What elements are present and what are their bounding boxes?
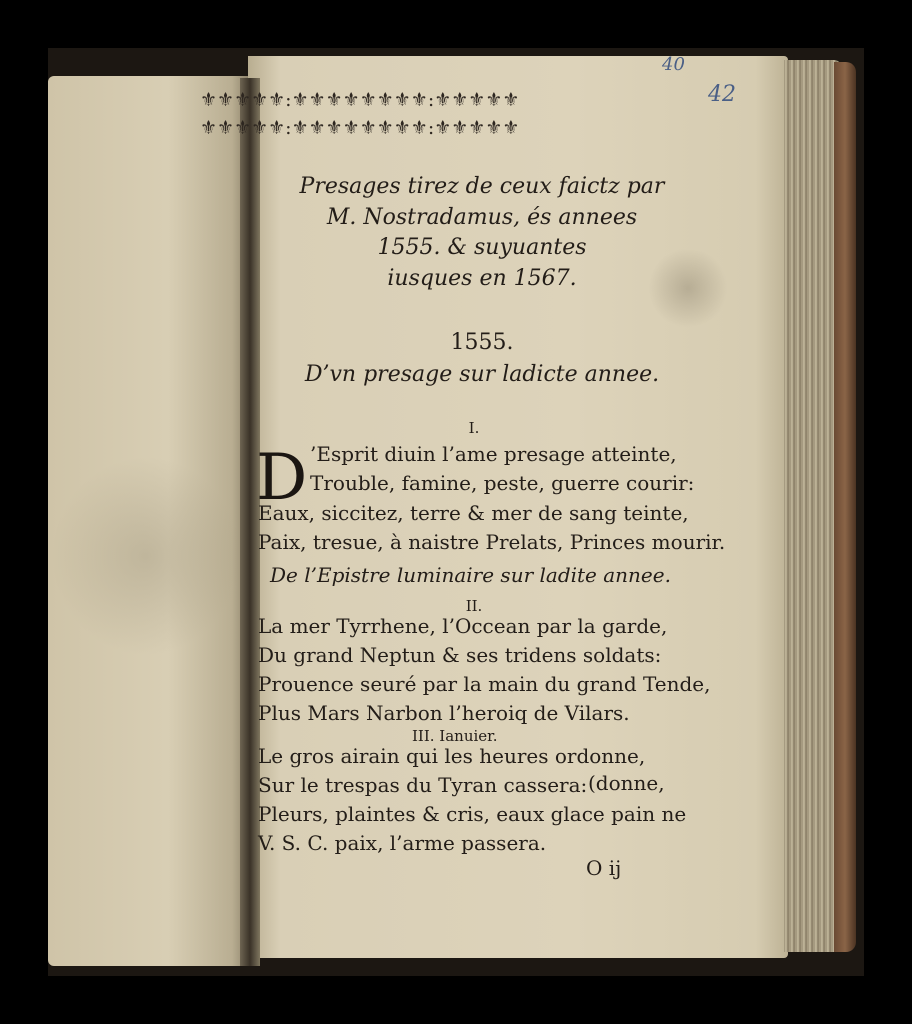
drop-cap: D — [256, 441, 308, 515]
verse-overflow: (donne, — [588, 771, 665, 795]
verse-line: Le gros airain qui les heures ordonne, — [258, 744, 646, 768]
quatrain-numeral: II. — [465, 597, 483, 615]
manuscript-folio-number: 42 — [708, 82, 736, 107]
section-subtitle: D’vn presage sur ladicte annee. — [304, 362, 660, 387]
quatrain-heading: III. Ianuier. — [412, 727, 498, 745]
verse-line: Prouence seuré par la main du grand Tende, — [258, 672, 711, 696]
page-title-line: M. Nostradamus, és annees — [326, 205, 638, 230]
fleuron-row: ⚜⚜⚜⚜⚜:⚜⚜⚜⚜⚜⚜⚜⚜:⚜⚜⚜⚜⚜ — [200, 117, 520, 139]
epistre-heading: De l’Epistre luminaire sur ladite annee. — [270, 563, 671, 587]
book-cover-edge — [834, 62, 856, 952]
left-page-bleed — [51, 456, 241, 656]
signature-mark: O ij — [586, 856, 622, 880]
verse-line: Trouble, famine, peste, guerre courir: — [310, 471, 695, 495]
verse-line: Paix, tresue, à naistre Prelats, Princes mourir. — [258, 530, 726, 554]
verse-line: La mer Tyrrhene, l’Occean par la garde, — [258, 614, 668, 638]
verse-line: Eaux, siccitez, terre & mer de sang teinte, — [258, 501, 689, 525]
section-year: 1555. — [450, 330, 514, 355]
verse-line: Du grand Neptun & ses tridens soldats: — [258, 643, 662, 667]
verse-line: Pleurs, plaintes & cris, eaux glace pain ne — [258, 802, 687, 826]
page-title-line: 1555. & suyuantes — [377, 235, 587, 260]
fleuron-border — [200, 86, 650, 148]
manuscript-folio-number: 40 — [662, 54, 685, 75]
page-title-line: iusques en 1567. — [387, 266, 577, 291]
verse-line: V. S. C. paix, l’arme passera. — [258, 831, 547, 855]
page-title-line: Presages tirez de ceux faictz par — [299, 174, 665, 199]
verse-line: Sur le trespas du Tyran cassera: — [258, 773, 588, 797]
left-page — [48, 76, 248, 966]
verse-line: ’Esprit diuin l’ame presage atteinte, — [310, 442, 677, 466]
verse-line: Plus Mars Narbon l’heroiq de Vilars. — [258, 701, 630, 725]
quatrain-numeral: I. — [468, 419, 480, 437]
fleuron-row: ⚜⚜⚜⚜⚜:⚜⚜⚜⚜⚜⚜⚜⚜:⚜⚜⚜⚜⚜ — [200, 89, 520, 111]
